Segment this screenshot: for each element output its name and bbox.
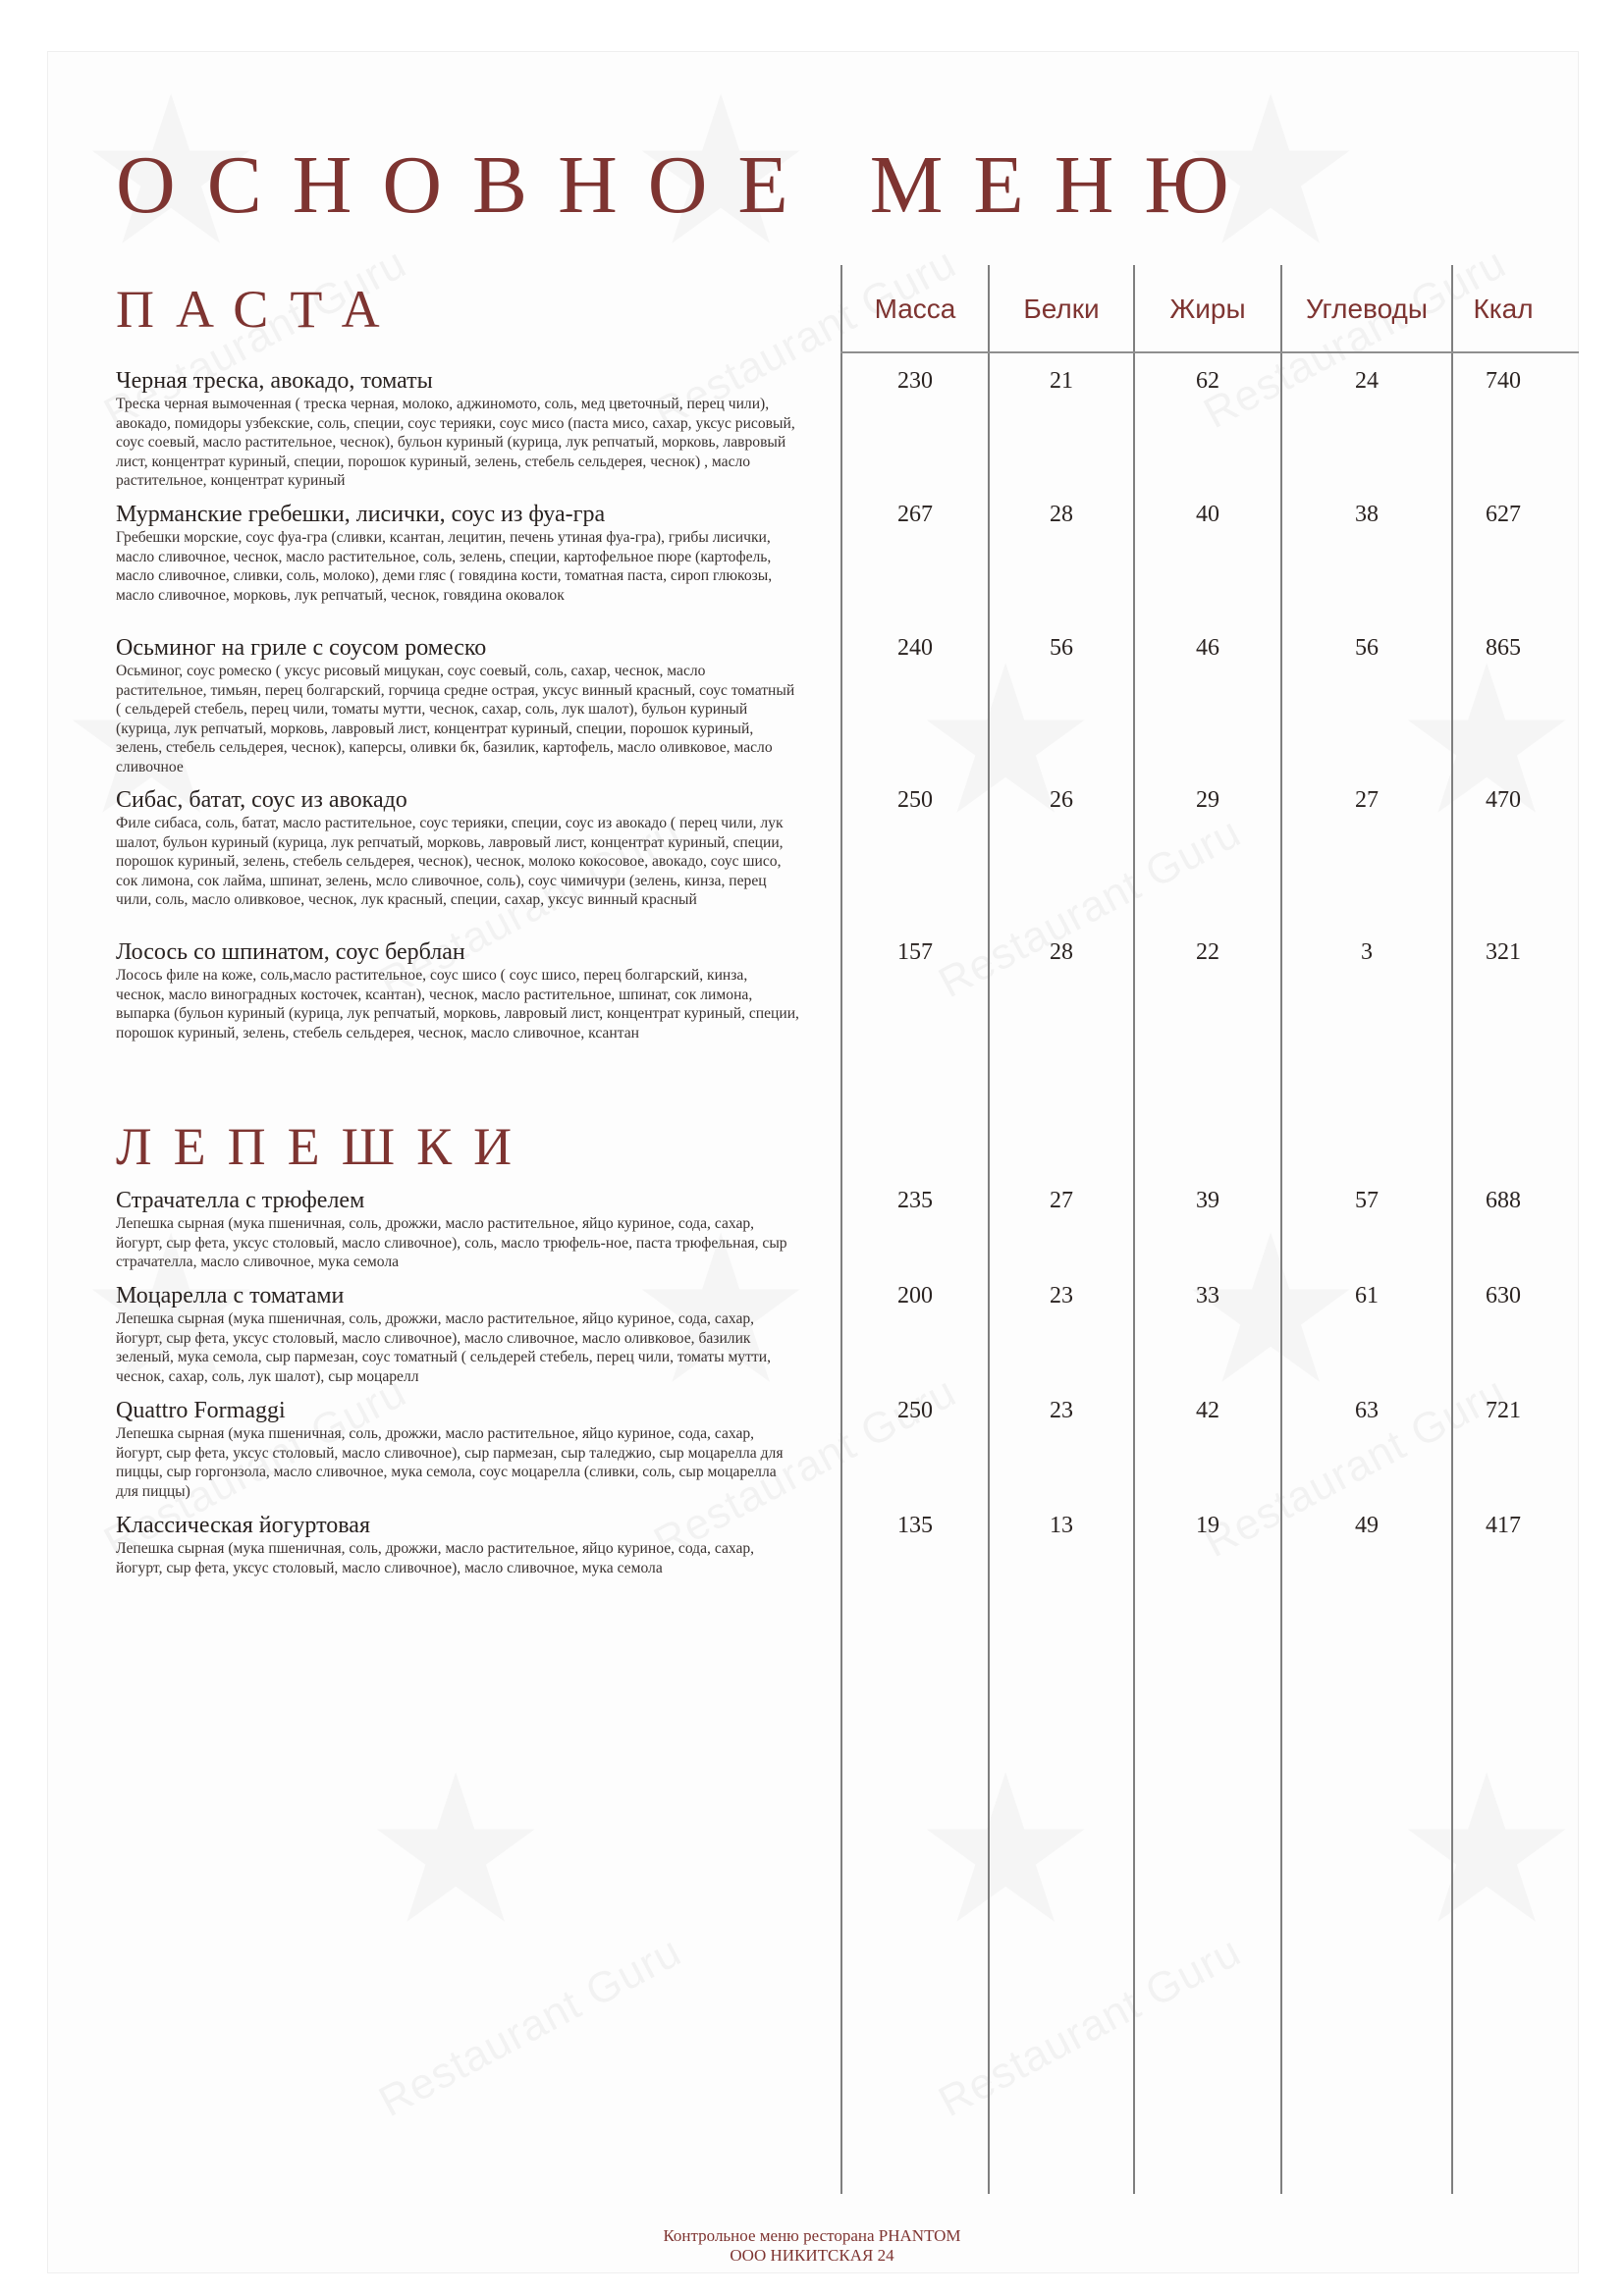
header-rule	[840, 351, 1579, 353]
menu-item-description: Лепешка сырная (мука пшеничная, соль, дрожжи, масло растительное, яйцо куриное, сода, сахар, йогурт, сыр фета, уксус столовый, масло сливочное), сыр пармезан, сыр таледжио, сыр моцарелла для пиццы, сыр горгонзола, масло сливочное, мука семола, соус моцарелла (сливки, соль, сыр моцарелла для пиццы)	[116, 1425, 784, 1500]
column-divider	[988, 265, 990, 2194]
value-protein: 13	[1050, 1513, 1073, 1538]
value-fat: 40	[1196, 502, 1219, 527]
value-fat: 22	[1196, 939, 1219, 965]
footer-line-restaurant: Контрольное меню ресторана PHANTOM	[663, 2226, 961, 2245]
value-carbs: 3	[1361, 939, 1373, 965]
column-header-carbs: Углеводы	[1305, 294, 1429, 324]
menu-item-description: Осьминог, соус ромеско ( уксус рисовый мицукан, соус соевый, соль, сахар, чеснок, масло растительное, тимьян, перец болгарский, горчица средне острая, уксус винный красный, соус томатный ( сельдерей стебель, перец чили, томаты мутти, чеснок, сахар, соль, лук шалот), бульон куриный (курица, лук репчатый, морковь, лавровый лист, концентрат куриный, специи, порошок куриный, зелень, стебель сельдерея, чеснок), каперсы, оливки бк, базилик, картофель, масло оливковое, масло сливочное	[116, 663, 795, 775]
menu-item-description: Гребешки морские, соус фуа-гра (сливки, ксантан, лецитин, печень утиная фуа-гра), грибы лисички, масло сливочное, чеснок, масло растительное, соль, зелень, специи, картофельное пюре (картофель, масло сливочное, сливки, соль, молоко), деми гляс ( говядина кости, томатная паста, сироп глюкозы, масло сливочное, морковь, лук репчатый, чеснок, говядина оковалок	[116, 529, 773, 604]
column-header-mass: Масса	[874, 294, 956, 324]
value-fat: 33	[1196, 1283, 1219, 1308]
column-divider	[840, 265, 842, 2194]
value-protein: 28	[1050, 939, 1073, 965]
column-header-protein: Белки	[1023, 294, 1100, 324]
value-fat: 19	[1196, 1513, 1219, 1538]
column-header-kcal: Ккал	[1473, 294, 1534, 324]
value-kcal: 688	[1486, 1188, 1521, 1213]
menu-item	[116, 368, 799, 491]
menu-item	[116, 1513, 799, 1577]
value-protein: 56	[1050, 635, 1073, 661]
value-fat: 39	[1196, 1188, 1219, 1213]
page-footer	[0, 2226, 1624, 2266]
menu-item-name: Осьминог на гриле с соусом ромеско	[116, 635, 487, 661]
menu-item-description: Лепешка сырная (мука пшеничная, соль, дрожжи, масло растительное, яйцо куриное, сода, сахар, йогурт, сыр фета, уксус столовый, масло сливочное), масло сливочное, масло оливковое, базилик зеленый, мука семола, сыр пармезан, соус томатный ( сельдерей стебель, перец чили, томаты мутти, чеснок, сахар, соль, лук шалот), сыр моцарелл	[116, 1310, 771, 1385]
value-mass: 235	[897, 1188, 933, 1213]
value-fat: 62	[1196, 368, 1219, 394]
menu-item-name: Мурманские гребешки, лисички, соус из фуа-гра	[116, 502, 606, 527]
menu-item	[116, 502, 799, 605]
column-divider	[1133, 265, 1135, 2194]
value-mass: 230	[897, 368, 933, 394]
value-protein: 23	[1050, 1283, 1073, 1308]
value-kcal: 417	[1486, 1513, 1521, 1538]
value-protein: 27	[1050, 1188, 1073, 1213]
value-kcal: 470	[1486, 787, 1521, 813]
value-protein: 23	[1050, 1398, 1073, 1423]
value-fat: 42	[1196, 1398, 1219, 1423]
value-carbs: 24	[1355, 368, 1379, 394]
column-header-fat: Жиры	[1169, 294, 1246, 324]
section-title-pasta: ПАСТА	[116, 280, 402, 339]
menu-item-name: Черная треска, авокадо, томаты	[116, 368, 433, 394]
value-kcal: 740	[1486, 368, 1521, 394]
value-protein: 28	[1050, 502, 1073, 527]
menu-item-description: Лепешка сырная (мука пшеничная, соль, дрожжи, масло растительное, яйцо куриное, сода, сахар, йогурт, сыр фета, уксус столовый, масло сливочное), масло сливочное, мука семола	[116, 1540, 755, 1576]
menu-item-description: Лепешка сырная (мука пшеничная, соль, дрожжи, масло растительное, яйцо куриное, сода, сахар, йогурт, сыр фета, уксус столовый, масло сливочное), соль, масло трюфель-ное, паста трюфельная, сыр страчателла, масло сливочное, мука семола	[116, 1215, 787, 1271]
value-kcal: 321	[1486, 939, 1521, 965]
menu-item	[116, 635, 799, 777]
value-mass: 250	[897, 1398, 933, 1423]
value-carbs: 61	[1355, 1283, 1379, 1308]
value-kcal: 627	[1486, 502, 1521, 527]
value-mass: 240	[897, 635, 933, 661]
section-title-flatbreads: ЛЕПЕШКИ	[116, 1117, 534, 1176]
menu-item	[116, 1283, 799, 1386]
value-carbs: 27	[1355, 787, 1379, 813]
value-protein: 21	[1050, 368, 1073, 394]
value-carbs: 57	[1355, 1188, 1379, 1213]
menu-item	[116, 939, 799, 1042]
value-mass: 267	[897, 502, 933, 527]
value-protein: 26	[1050, 787, 1073, 813]
value-fat: 29	[1196, 787, 1219, 813]
menu-item-name: Страчателла с трюфелем	[116, 1188, 365, 1213]
menu-item-name: Quattro Formaggi	[116, 1398, 286, 1423]
column-divider	[1280, 265, 1282, 2194]
page-title: ОСНОВНОЕ МЕНЮ	[116, 139, 1260, 231]
footer-line-company: ООО НИКИТСКАЯ 24	[730, 2246, 894, 2265]
menu-item-description: Лосось филе на коже, соль,масло растительное, соус шисо ( соус шисо, перец болгарский, кинза, чеснок, масло виноградных косточек, ксантан), чеснок, масло растительное, шпинат, сок лимона, выпарка (бульон куриный (курица, лук репчатый, морковь, лавровый лист, концентрат куриный, специи, порошок куриный, зелень, стебель сельдерея, чеснок, масло сливочное, ксантан	[116, 967, 799, 1041]
value-mass: 250	[897, 787, 933, 813]
menu-item	[116, 1188, 799, 1272]
menu-item-name: Классическая йогуртовая	[116, 1513, 370, 1538]
column-divider	[1451, 265, 1453, 2194]
value-carbs: 38	[1355, 502, 1379, 527]
value-mass: 200	[897, 1283, 933, 1308]
menu-item-description: Филе сибаса, соль, батат, масло растительное, соус терияки, специи, соус из авокадо ( перец чили, лук шалот, бульон куриный (курица, лук репчатый, морковь, лавровый лист, концентрат куриный, специи, порошок куриный, зелень, стебель сельдерея, чеснок), чеснок, молоко кокосовое, авокадо, соус шисо, сок лимона, сок лайма, шпинат, зелень, мсло сливочное, соль), соус чимичури (зелень, кинза, перец чили, соль, масло оливковое, чеснок, лук красный, специи, сахар, уксус винный красный	[116, 815, 784, 909]
menu-item-name: Моцарелла с томатами	[116, 1283, 345, 1308]
value-kcal: 865	[1486, 635, 1521, 661]
value-carbs: 56	[1355, 635, 1379, 661]
value-carbs: 63	[1355, 1398, 1379, 1423]
value-mass: 135	[897, 1513, 933, 1538]
value-kcal: 721	[1486, 1398, 1521, 1423]
value-carbs: 49	[1355, 1513, 1379, 1538]
menu-item	[116, 787, 799, 910]
value-fat: 46	[1196, 635, 1219, 661]
value-mass: 157	[897, 939, 933, 965]
value-kcal: 630	[1486, 1283, 1521, 1308]
menu-item-description: Треска черная вымоченная ( треска черная, молоко, аджиномото, соль, мед цветочный, перец чили), авокадо, помидоры узбекские, соль, специи, соус терияки, соус мисо (паста мисо, сахар, уксус рисовый, соус соевый, масло растительное, чеснок), бульон куриный (курица, лук репчатый, морковь, лавровый лист, концентрат куриный, специи, порошок куриный, зелень, стебель сельдерея, чеснок) , масло растительное, концентрат куриный	[116, 396, 795, 490]
menu-item-name: Сибас, батат, соус из авокадо	[116, 787, 407, 813]
menu-item-name: Лосось со шпинатом, соус берблан	[116, 939, 465, 965]
menu-item	[116, 1398, 799, 1501]
